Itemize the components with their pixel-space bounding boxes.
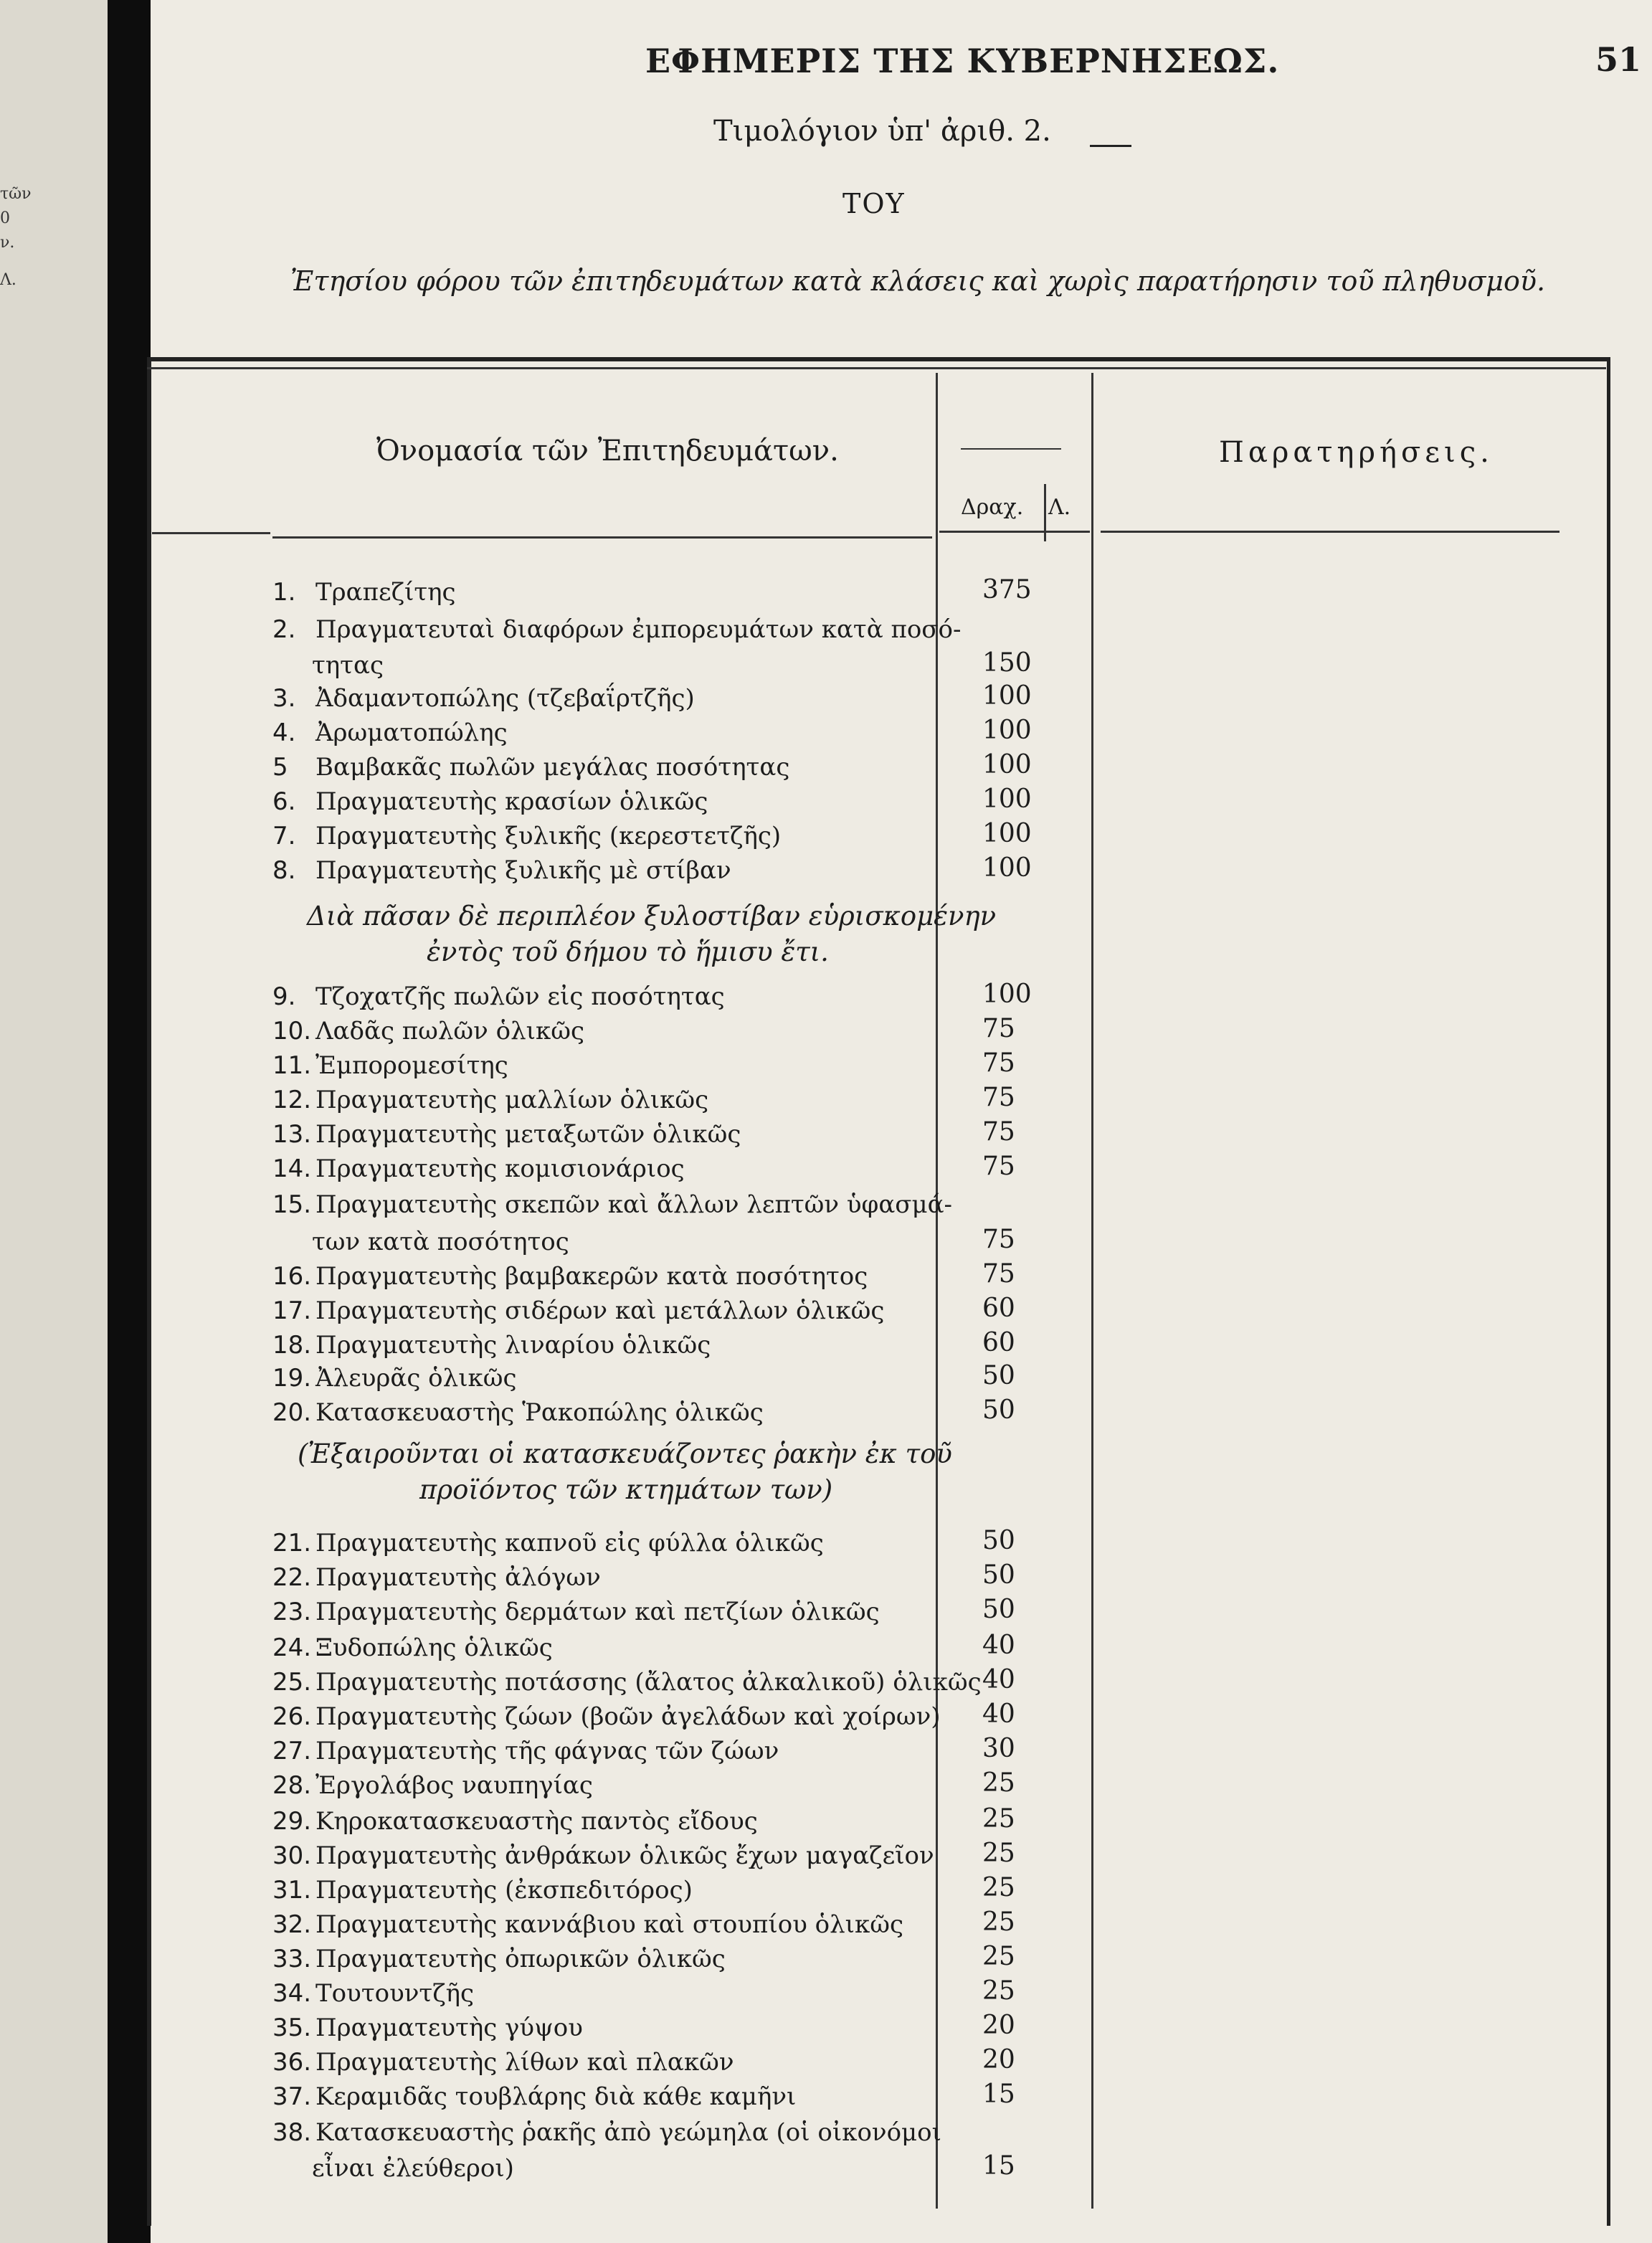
header-underline (272, 536, 932, 539)
tax-row-label (272, 651, 384, 680)
profession-name: Πραγματευτὴς ξυλικῆς (κερεστετζῆς) (315, 822, 782, 850)
row-number: 18. (272, 1331, 312, 1360)
tax-amount: 50 (982, 1526, 1015, 1555)
profession-name: Ἀλευρᾶς ὁλικῶς (315, 1364, 517, 1393)
tax-amount: 60 (982, 1328, 1015, 1357)
profession-name: Πραγματευτὴς σκεπῶν καὶ ἄλλων λεπτῶν ὑφασμά- (315, 1190, 953, 1219)
row-number: 11. (272, 1051, 312, 1080)
profession-name: Βαμβακᾶς πωλῶν μεγάλας ποσότητας (315, 753, 790, 782)
tax-row-label (272, 1945, 726, 1973)
row-number: 1. (272, 578, 296, 607)
tax-amount: 50 (982, 1560, 1015, 1590)
row-number: 8. (272, 856, 296, 885)
profession-name: Ξυδοπώλης ὁλικῶς (315, 1633, 553, 1662)
margin-fragment: 0 (0, 209, 10, 227)
tax-amount: 25 (982, 1839, 1015, 1868)
tax-row-label (272, 856, 731, 885)
profession-name: Λαδᾶς πωλῶν ὁλικῶς (315, 1017, 584, 1045)
tax-row-label (272, 1563, 601, 1592)
tax-row-label (272, 753, 789, 782)
margin-fragment: Λ. (0, 271, 16, 289)
table-frame-double-rule (147, 367, 1606, 369)
profession-name: Κατασκευαστὴς ῥακῆς ἀπὸ γεώμηλα (οἱ οἰκονόμοι (315, 2118, 941, 2147)
row-number: 9. (272, 982, 296, 1011)
tax-row-label (272, 1190, 952, 1219)
tax-row-label (272, 2014, 583, 2042)
tax-row-label (272, 684, 695, 713)
title-dash (1090, 145, 1131, 147)
profession-name: Πραγματευτὴς ζώων (βοῶν ἀγελάδων καὶ χοίρων) (315, 1702, 941, 1731)
profession-name: Κηροκατασκευαστὴς παντὸς εἴδους (315, 1807, 758, 1836)
row-number: 20. (272, 1398, 312, 1427)
profession-name: Τζοχατζῆς πωλῶν εἰς ποσότητας (315, 982, 725, 1011)
row-number: 6. (272, 787, 296, 816)
tax-row-label (272, 1598, 880, 1626)
header-underline (1101, 531, 1560, 533)
tax-amount: 100 (982, 980, 1032, 1009)
tax-amount: 75 (982, 1225, 1015, 1254)
tax-row-label (272, 615, 961, 644)
row-number: 16. (272, 1262, 312, 1291)
tax-amount: 25 (982, 1942, 1015, 1971)
row-number: 21. (272, 1529, 312, 1557)
profession-name: Πραγματευτὴς ποτάσσης (ἄλατος ἀλκαλικοῦ) ὁλικῶς (315, 1668, 982, 1697)
row-number: 3. (272, 684, 296, 713)
profession-name: Τουτουντζῆς (315, 1979, 475, 2008)
profession-name: Πραγματευτὴς καννάβιου καὶ στουπίου ὁλικῶς (315, 1910, 904, 1939)
tax-row-label (272, 1398, 764, 1427)
tax-row-label (272, 2048, 734, 2077)
tax-amount: 100 (982, 750, 1032, 779)
row-number: 14. (272, 1154, 312, 1183)
tax-amount: 20 (982, 2011, 1015, 2040)
profession-name: Πραγματευτὴς βαμβακερῶν κατὰ ποσότητος (315, 1262, 868, 1291)
tax-amount: 60 (982, 1294, 1015, 1323)
tax-amount: 75 (982, 1048, 1015, 1078)
tax-amount: 25 (982, 1907, 1015, 1937)
tax-amount: 25 (982, 1768, 1015, 1798)
tax-row-label (272, 1364, 517, 1393)
column-header-drachmas: Δραχ. (961, 495, 1024, 520)
tax-row-label (272, 1668, 982, 1697)
row-number: 30. (272, 1841, 312, 1870)
tax-amount: 375 (982, 575, 1032, 604)
profession-name: Πραγματευτὴς σιδέρων καὶ μετάλλων ὁλικῶς (315, 1296, 885, 1325)
tax-amount: 25 (982, 1873, 1015, 1902)
column-header-name: Ὀνομασία τῶν Ἐπιτηδευμάτων. (376, 435, 839, 468)
profession-name: Πραγματευτὴς ξυλικῆς μὲ στίβαν (315, 856, 731, 885)
tax-row-label (272, 1296, 884, 1325)
tax-row-label (272, 1633, 553, 1662)
profession-name: Κατασκευαστὴς Ῥακοπώλης ὁλικῶς (315, 1398, 764, 1427)
tax-amount: 100 (982, 681, 1032, 711)
tax-row-label (272, 822, 781, 850)
profession-name: Πραγματευτὴς κρασίων ὁλικῶς (315, 787, 708, 816)
profession-name: Ἐργολάβος ναυπηγίας (315, 1771, 593, 1800)
tax-row-label (272, 1876, 693, 1905)
row-number: 23. (272, 1598, 312, 1626)
tax-row-label (272, 2118, 941, 2147)
tax-row-label (272, 1979, 474, 2008)
page-number: 51 (1595, 40, 1642, 79)
profession-name: τητας (312, 651, 384, 680)
profession-name: των κατὰ ποσότητος (312, 1228, 569, 1256)
tax-amount: 75 (982, 1259, 1015, 1289)
tax-amount: 100 (982, 716, 1032, 745)
header-underline (939, 531, 1090, 533)
tax-amount: 40 (982, 1699, 1015, 1729)
profession-name: Πραγματευτὴς τῆς φάγνας τῶν ζώων (315, 1737, 779, 1765)
tax-row-label (272, 1262, 868, 1291)
profession-name: Πραγματευτὴς μαλλίων ὁλικῶς (315, 1086, 709, 1114)
profession-name: Ἀρωματοπώλης (315, 719, 508, 747)
note-woodpile: Διὰ πᾶσαν δὲ περιπλέον ξυλοστίβαν εὑρισκομένην (307, 901, 997, 931)
tax-row-label (272, 1529, 824, 1557)
tax-row-label (272, 1154, 685, 1183)
tax-amount: 50 (982, 1395, 1015, 1425)
row-number: 34. (272, 1979, 312, 2008)
tax-amount: 100 (982, 853, 1032, 883)
profession-name: Πραγματευτὴς γύψου (315, 2014, 583, 2042)
tax-amount: 150 (982, 648, 1032, 678)
profession-name: Πραγματευτὴς ὀπωρικῶν ὁλικῶς (315, 1945, 726, 1973)
profession-name: Πραγματευτὴς κομισιονάριος (315, 1154, 685, 1183)
profession-name: Πραγματευταὶ διαφόρων ἐμπορευμάτων κατὰ ποσό- (315, 615, 962, 644)
row-number: 12. (272, 1086, 312, 1114)
profession-name: Τραπεζίτης (315, 578, 456, 607)
tax-row-label (272, 1331, 711, 1360)
row-number: 26. (272, 1702, 312, 1731)
margin-fragment: τῶν (0, 185, 32, 203)
margin-fragment: ν. (0, 234, 15, 252)
column-header-lepta: Λ. (1048, 495, 1071, 520)
tax-row-label (272, 1737, 779, 1765)
tax-amount: 100 (982, 819, 1032, 848)
tax-row-label (272, 1910, 903, 1939)
row-number: 24. (272, 1633, 312, 1662)
row-number: 32. (272, 1910, 312, 1939)
row-number: 37. (272, 2082, 312, 2111)
header-rule (961, 448, 1061, 450)
tax-amount: 15 (982, 2080, 1015, 2109)
tax-amount: 40 (982, 1631, 1015, 1660)
profession-name: Πραγματευτὴς ἀνθράκων ὁλικῶς ἔχων μαγαζεῖον (315, 1841, 934, 1870)
row-number: 28. (272, 1771, 312, 1800)
tax-row-label (272, 1051, 508, 1080)
row-number: 19. (272, 1364, 312, 1393)
tax-row-label (272, 2154, 514, 2183)
tax-row-label (272, 787, 708, 816)
row-number: 2. (272, 615, 296, 644)
profession-name: Πραγματευτὴς λίθων καὶ πλακῶν (315, 2048, 734, 2077)
row-number: 36. (272, 2048, 312, 2077)
column-divider (936, 373, 938, 2209)
tax-amount: 50 (982, 1361, 1015, 1390)
profession-name: Ἐμπορομεσίτης (315, 1051, 508, 1080)
tax-amount: 25 (982, 1976, 1015, 2006)
tax-amount: 50 (982, 1595, 1015, 1624)
row-number: 31. (272, 1876, 312, 1905)
profession-name: εἶναι ἐλεύθεροι) (312, 2154, 514, 2183)
tax-amount: 20 (982, 2045, 1015, 2074)
tax-amount: 75 (982, 1014, 1015, 1043)
row-number: 10. (272, 1017, 312, 1045)
row-number: 4. (272, 719, 296, 747)
tax-row-label (272, 2082, 796, 2111)
header-underline (152, 532, 270, 534)
note-woodpile-cont: ἐντὸς τοῦ δήμου τὸ ἥμισυ ἔτι. (427, 936, 829, 967)
book-spine (108, 0, 151, 2243)
tax-amount: 25 (982, 1804, 1015, 1834)
row-number: 15. (272, 1190, 312, 1219)
note-exemption-cont: προϊόντος τῶν κτημάτων των) (419, 1474, 833, 1505)
note-exemption: (Ἐξαιροῦνται οἱ κατασκευάζοντες ῥακὴν ἐκ τοῦ (298, 1438, 952, 1469)
profession-name: Πραγματευτὴς καπνοῦ εἰς φύλλα ὁλικῶς (315, 1529, 824, 1557)
tax-row-label (272, 1120, 741, 1149)
profession-name: Ἀδαμαντοπώλης (τζεβαΐρτζῆς) (315, 684, 695, 713)
gazette-header: ΕΦΗΜΕΡΙΣ ΤΗΣ ΚΥΒΕΡΝΗΣΕΩΣ. (645, 42, 1280, 80)
tax-row-label (272, 1841, 934, 1870)
tax-row-label (272, 1771, 593, 1800)
profession-name: Πραγματευτὴς (ἐκσπεδιτόρος) (315, 1876, 693, 1905)
row-number: 35. (272, 2014, 312, 2042)
row-number: 22. (272, 1563, 312, 1592)
column-header-remarks: Παρατηρήσεις. (1219, 436, 1494, 469)
row-number: 27. (272, 1737, 312, 1765)
previous-page-edge (0, 0, 108, 2243)
document-subtitle: Ἐτησίου φόρου τῶν ἐπιτηδευμάτων κατὰ κλάσεις καὶ χωρὶς παρατήρησιν τοῦ πληθυσμοῦ. (290, 265, 1546, 297)
tax-amount: 30 (982, 1734, 1015, 1763)
tax-row-label (272, 1702, 941, 1731)
tax-row-label (272, 1086, 708, 1114)
profession-name: Πραγματευτὴς μεταξωτῶν ὁλικῶς (315, 1120, 741, 1149)
tax-amount: 15 (982, 2151, 1015, 2181)
row-number: 5 (272, 753, 288, 782)
profession-name: Πραγματευτὴς ἀλόγων (315, 1563, 601, 1592)
document-tou: ΤΟΥ (842, 188, 906, 219)
tax-amount: 75 (982, 1152, 1015, 1181)
tax-amount: 75 (982, 1117, 1015, 1147)
tax-row-label (272, 1807, 758, 1836)
profession-name: Πραγματευτὴς λιναρίου ὁλικῶς (315, 1331, 711, 1360)
row-number: 25. (272, 1668, 312, 1697)
tax-amount: 75 (982, 1083, 1015, 1112)
profession-name: Πραγματευτὴς δερμάτων καὶ πετζίων ὁλικῶς (315, 1598, 880, 1626)
row-number: 29. (272, 1807, 312, 1836)
document-title: Τιμολόγιον ὑπ' ἀριθ. 2. (713, 115, 1051, 148)
tax-row-label (272, 982, 725, 1011)
tax-row-label (272, 1017, 584, 1045)
row-number: 7. (272, 822, 296, 850)
row-number: 13. (272, 1120, 312, 1149)
tax-row-label (272, 1228, 569, 1256)
row-number: 38. (272, 2118, 312, 2147)
tax-amount: 40 (982, 1665, 1015, 1694)
tax-row-label (272, 578, 456, 607)
subcolumn-divider (1044, 484, 1046, 541)
tax-amount: 100 (982, 784, 1032, 814)
profession-name: Κεραμιδᾶς τουβλάρης διὰ κάθε καμῆνι (315, 2082, 797, 2111)
tax-row-label (272, 719, 508, 747)
row-number: 17. (272, 1296, 312, 1325)
row-number: 33. (272, 1945, 312, 1973)
column-divider (1091, 373, 1093, 2209)
